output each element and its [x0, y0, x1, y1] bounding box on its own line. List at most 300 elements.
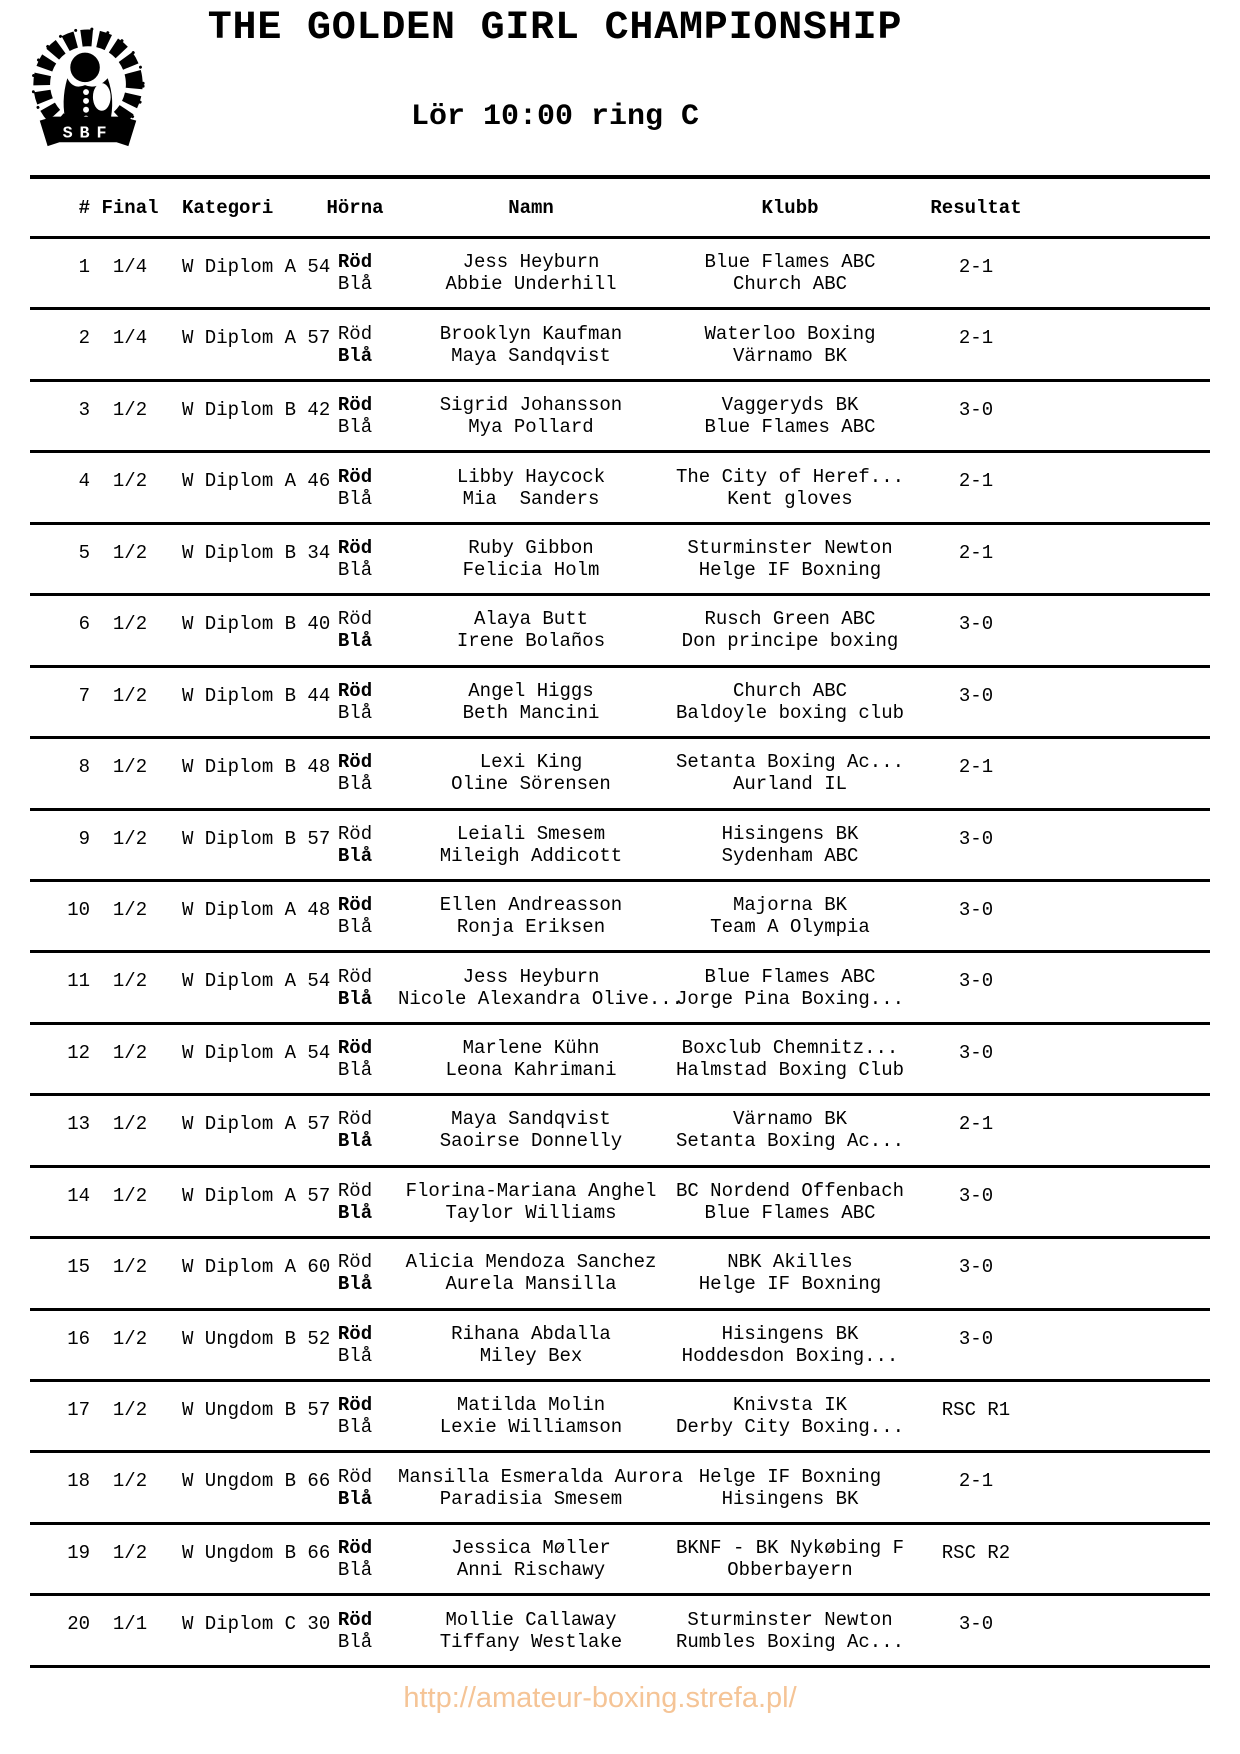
bout-names — [398, 453, 664, 521]
bout-corners — [312, 1525, 398, 1593]
red-boxer-name: Jessica Møller — [451, 1537, 611, 1560]
blue-boxer-club: Obberbayern — [727, 1559, 853, 1582]
bout-corners — [312, 739, 398, 807]
bout-clubs — [664, 1096, 916, 1164]
bout-number: 19 — [67, 1541, 90, 1564]
bout-number: 8 — [78, 756, 90, 779]
blue-boxer-club: Helge IF Boxning — [698, 1273, 882, 1296]
bout-category: W Diplom A 57 — [182, 1113, 331, 1136]
bout-category: W Diplom A 46 — [182, 470, 331, 493]
blue-boxer-club: Hoddesdon Boxing... — [681, 1344, 899, 1367]
bout-clubs — [664, 525, 916, 593]
blue-boxer-name: Aurela Mansilla — [445, 1273, 617, 1296]
blue-corner-label: Blå — [337, 273, 373, 296]
blue-corner-label: Blå — [337, 701, 373, 724]
red-corner-label: Röd — [337, 1394, 373, 1417]
bout-number: 16 — [67, 1327, 90, 1350]
col-header-klubb: Klubb — [761, 196, 819, 219]
bout-clubs — [664, 382, 916, 450]
bout-row — [30, 1239, 1210, 1310]
red-boxer-club: NBK Akilles — [727, 1251, 853, 1274]
blue-corner-label: Blå — [337, 1630, 373, 1653]
bout-final-stage: 1/2 — [112, 398, 148, 421]
bout-row — [30, 1596, 1210, 1667]
blue-corner-label: Blå — [337, 344, 373, 367]
row-filler — [1036, 1453, 1210, 1521]
red-boxer-club: Majorna BK — [732, 894, 848, 917]
bout-clubs — [664, 739, 916, 807]
bout-number: 9 — [78, 827, 90, 850]
blue-boxer-club: Värnamo BK — [732, 344, 848, 367]
bout-final-stage: 1/2 — [112, 1470, 148, 1493]
bout-category: W Diplom B 34 — [182, 541, 331, 564]
blue-boxer-name: Ronja Eriksen — [456, 916, 606, 939]
row-filler — [1036, 953, 1210, 1021]
col-header-num: # — [78, 196, 90, 219]
bout-corners — [312, 1096, 398, 1164]
red-corner-label: Röd — [337, 751, 373, 774]
bout-corners — [312, 1382, 398, 1450]
blue-boxer-club: Aurland IL — [732, 773, 848, 796]
blue-boxer-name: Mya Pollard — [468, 416, 594, 439]
bout-corners — [312, 1239, 398, 1307]
blue-boxer-name: Irene Bolaños — [456, 630, 606, 653]
bout-final-stage: 1/2 — [112, 898, 148, 921]
bout-clubs — [664, 1025, 916, 1093]
red-boxer-club: Sturminster Newton — [687, 536, 893, 559]
bout-row — [30, 1311, 1210, 1382]
bout-number: 12 — [67, 1041, 90, 1064]
bout-clubs — [664, 953, 916, 1021]
bout-corners — [312, 310, 398, 378]
bout-category: W Ungdom B 66 — [182, 1541, 331, 1564]
bout-corners — [312, 1168, 398, 1236]
blue-corner-label: Blå — [337, 1344, 373, 1367]
blue-boxer-name: Tiffany Westlake — [439, 1630, 623, 1653]
row-filler — [1036, 382, 1210, 450]
red-boxer-club: The City of Heref... — [675, 465, 905, 488]
bout-clubs — [664, 882, 916, 950]
row-filler — [1036, 739, 1210, 807]
red-boxer-club: Rusch Green ABC — [704, 608, 876, 631]
session-title: Lör 10:00 ring C — [410, 100, 700, 134]
blue-boxer-name: Paradisia Smesem — [439, 1487, 623, 1510]
bout-clubs — [664, 1596, 916, 1664]
bout-names — [398, 1239, 664, 1307]
bout-row — [30, 1096, 1210, 1167]
red-boxer-club: BKNF - BK Nykøbing F — [675, 1537, 905, 1560]
bout-number: 14 — [67, 1184, 90, 1207]
bout-names — [398, 739, 664, 807]
bout-row — [30, 310, 1210, 381]
blue-boxer-club: Don principe boxing — [681, 630, 899, 653]
footer-url-link[interactable]: http://amateur-boxing.strefa.pl/ — [403, 1682, 797, 1714]
bout-clubs — [664, 1525, 916, 1593]
bouts-table — [30, 175, 1210, 1668]
blue-boxer-club: Rumbles Boxing Ac... — [675, 1630, 905, 1653]
bout-result: 3-0 — [958, 827, 994, 850]
bout-corners — [312, 882, 398, 950]
col-header-kategori: Kategori — [182, 196, 274, 219]
row-filler — [1036, 1239, 1210, 1307]
table-header-row — [30, 179, 1210, 239]
bout-names — [398, 668, 664, 736]
blue-boxer-club: Church ABC — [732, 273, 848, 296]
bout-clubs — [664, 453, 916, 521]
bout-result: 3-0 — [958, 898, 994, 921]
bout-number: 15 — [67, 1256, 90, 1279]
red-boxer-name: Leiali Smesem — [456, 822, 606, 845]
col-header-horna: Hörna — [326, 196, 384, 219]
bout-names — [398, 310, 664, 378]
red-boxer-club: Blue Flames ABC — [704, 251, 876, 274]
bout-names — [398, 1096, 664, 1164]
bout-corners — [312, 1311, 398, 1379]
bout-names — [398, 1596, 664, 1664]
bout-final-stage: 1/2 — [112, 1399, 148, 1421]
bout-final-stage: 1/2 — [112, 1327, 148, 1350]
blue-boxer-name: Oline Sörensen — [451, 773, 611, 796]
red-corner-label: Röd — [337, 1537, 373, 1560]
bout-corners — [312, 525, 398, 593]
bout-final-stage: 1/2 — [112, 1256, 148, 1279]
bout-names — [398, 811, 664, 879]
row-filler — [1036, 1525, 1210, 1593]
bout-names — [398, 1025, 664, 1093]
blue-boxer-name: Mia Sanders — [462, 487, 600, 510]
red-corner-label: Röd — [337, 822, 373, 845]
red-corner-label: Röd — [337, 322, 373, 345]
bout-category: W Diplom B 48 — [182, 756, 331, 779]
row-filler — [1036, 239, 1210, 307]
blue-corner-label: Blå — [337, 773, 373, 796]
bout-row — [30, 1025, 1210, 1096]
bout-row — [30, 239, 1210, 310]
red-boxer-club: Hisingens BK — [721, 1322, 859, 1345]
bout-row — [30, 1382, 1210, 1453]
bout-result: RSC R1 — [941, 1399, 1011, 1421]
blue-boxer-club: Kent gloves — [727, 487, 853, 510]
red-boxer-club: Helge IF Boxning — [698, 1465, 882, 1488]
red-boxer-name: Matilda Molin — [456, 1394, 606, 1417]
blue-boxer-club: Helge IF Boxning — [698, 558, 882, 581]
red-corner-label: Röd — [337, 1108, 373, 1131]
bout-names — [398, 382, 664, 450]
bout-corners — [312, 1596, 398, 1664]
footer — [0, 1682, 1200, 1715]
red-boxer-name: Ellen Andreasson — [439, 894, 623, 917]
blue-corner-label: Blå — [337, 1273, 373, 1296]
bout-row — [30, 811, 1210, 882]
bout-category: W Diplom A 48 — [182, 898, 331, 921]
bout-names — [398, 1525, 664, 1593]
row-filler — [1036, 1382, 1210, 1450]
blue-boxer-club: Team A Olympia — [710, 916, 870, 939]
blue-boxer-name: Abbie Underhill — [445, 273, 617, 296]
red-boxer-name: Alaya Butt — [473, 608, 589, 631]
bout-category: W Diplom A 57 — [182, 327, 331, 350]
red-boxer-name: Mollie Callaway — [445, 1608, 617, 1631]
page-title: THE GOLDEN GIRL CHAMPIONSHIP — [207, 6, 903, 51]
bout-clubs — [664, 239, 916, 307]
red-boxer-name: Jess Heyburn — [462, 965, 600, 988]
bout-final-stage: 1/2 — [112, 756, 148, 779]
bouts-table-body — [30, 239, 1210, 1668]
row-filler — [1036, 1025, 1210, 1093]
blue-boxer-name: Nicole Alexandra Olive... — [398, 987, 684, 1010]
red-corner-label: Röd — [337, 536, 373, 559]
bout-row — [30, 882, 1210, 953]
red-boxer-name: Rihana Abdalla — [451, 1322, 611, 1345]
blue-boxer-club: Baldoyle boxing club — [675, 701, 905, 724]
bout-clubs — [664, 668, 916, 736]
red-boxer-name: Lexi King — [479, 751, 583, 774]
bout-number: 1 — [78, 256, 90, 278]
bout-category: W Diplom B 44 — [182, 684, 331, 707]
blue-corner-label: Blå — [337, 487, 373, 510]
red-boxer-club: BC Nordend Offenbach — [675, 1179, 905, 1202]
red-corner-label: Röd — [337, 608, 373, 631]
bout-clubs — [664, 1239, 916, 1307]
bout-number: 10 — [67, 898, 90, 921]
bout-names — [398, 239, 664, 307]
bout-number: 20 — [67, 1613, 90, 1636]
bout-final-stage: 1/2 — [112, 1541, 148, 1564]
blue-boxer-name: Anni Rischawy — [456, 1559, 606, 1582]
bout-corners — [312, 453, 398, 521]
row-filler — [1036, 811, 1210, 879]
bout-final-stage: 1/2 — [112, 470, 148, 493]
bout-clubs — [664, 596, 916, 664]
bout-result: 3-0 — [958, 613, 994, 636]
bout-clubs — [664, 1311, 916, 1379]
bout-names — [398, 1311, 664, 1379]
bout-category: W Diplom A 60 — [182, 1256, 331, 1279]
bout-row — [30, 453, 1210, 524]
blue-corner-label: Blå — [337, 916, 373, 939]
bout-number: 2 — [78, 327, 90, 350]
bout-category: W Diplom A 54 — [182, 1041, 331, 1064]
blue-corner-label: Blå — [337, 1059, 373, 1082]
red-boxer-name: Sigrid Johansson — [439, 394, 623, 417]
bout-corners — [312, 239, 398, 307]
blue-boxer-name: Felicia Holm — [462, 558, 600, 581]
red-corner-label: Röd — [337, 1037, 373, 1060]
bout-corners — [312, 1025, 398, 1093]
bout-names — [398, 1453, 684, 1521]
bout-names — [398, 1382, 664, 1450]
red-boxer-club: Värnamo BK — [732, 1108, 848, 1131]
red-boxer-name: Mansilla Esmeralda Aurora — [398, 1465, 684, 1488]
bout-final-stage: 1/4 — [112, 327, 148, 350]
blue-corner-label: Blå — [337, 1416, 373, 1439]
bout-category: W Diplom A 57 — [182, 1184, 331, 1207]
bout-clubs — [664, 1453, 916, 1521]
bout-row — [30, 525, 1210, 596]
bout-category: W Diplom B 40 — [182, 613, 331, 636]
red-boxer-club: Boxclub Chemnitz... — [681, 1037, 899, 1060]
bout-final-stage: 1/2 — [112, 970, 148, 993]
red-boxer-name: Ruby Gibbon — [468, 536, 594, 559]
blue-boxer-club: Derby City Boxing... — [675, 1416, 905, 1439]
bout-row — [30, 382, 1210, 453]
bout-final-stage: 1/2 — [112, 827, 148, 850]
bout-row — [30, 1525, 1210, 1596]
bout-final-stage: 1/2 — [112, 684, 148, 707]
bout-result: 2-1 — [958, 541, 994, 564]
bout-number: 7 — [78, 684, 90, 707]
bout-result: 3-0 — [958, 1613, 994, 1636]
blue-corner-label: Blå — [337, 416, 373, 439]
bout-result: 2-1 — [958, 256, 994, 278]
row-filler — [1036, 453, 1210, 521]
red-corner-label: Röd — [337, 1465, 373, 1488]
bout-result: 3-0 — [958, 1256, 994, 1279]
bout-result: 3-0 — [958, 684, 994, 707]
red-corner-label: Röd — [337, 251, 373, 274]
blue-corner-label: Blå — [337, 1130, 373, 1153]
red-boxer-name: Brooklyn Kaufman — [439, 322, 623, 345]
blue-corner-label: Blå — [337, 1487, 373, 1510]
bout-corners — [312, 668, 398, 736]
bout-clubs — [664, 1168, 916, 1236]
red-corner-label: Röd — [337, 894, 373, 917]
blue-corner-label: Blå — [337, 558, 373, 581]
bout-corners — [312, 596, 398, 664]
bout-corners — [312, 811, 398, 879]
red-boxer-club: Knivsta IK — [732, 1394, 848, 1417]
red-boxer-name: Jess Heyburn — [462, 251, 600, 274]
bout-final-stage: 1/2 — [112, 613, 148, 636]
bout-category: W Diplom B 57 — [182, 827, 331, 850]
bout-clubs — [664, 811, 916, 879]
blue-boxer-name: Maya Sandqvist — [451, 344, 611, 367]
blue-corner-label: Blå — [337, 630, 373, 653]
red-corner-label: Röd — [337, 1322, 373, 1345]
col-header-filler — [1036, 179, 1210, 236]
red-corner-label: Röd — [337, 1251, 373, 1274]
row-filler — [1036, 882, 1210, 950]
bout-names — [398, 953, 684, 1021]
bout-names — [398, 882, 664, 950]
bout-number: 5 — [78, 541, 90, 564]
bout-corners — [312, 953, 398, 1021]
bout-final-stage: 1/2 — [112, 1113, 148, 1136]
bout-row — [30, 739, 1210, 810]
bout-number: 17 — [67, 1399, 90, 1421]
bout-number: 3 — [78, 398, 90, 421]
red-corner-label: Röd — [337, 1608, 373, 1631]
bout-final-stage: 1/2 — [112, 541, 148, 564]
bout-names — [398, 596, 664, 664]
bout-number: 11 — [67, 970, 90, 993]
bout-final-stage: 1/1 — [112, 1613, 148, 1636]
row-filler — [1036, 310, 1210, 378]
red-boxer-name: Florina-Mariana Anghel — [405, 1179, 657, 1202]
bout-result: 3-0 — [958, 970, 994, 993]
blue-boxer-name: Mileigh Addicott — [439, 844, 623, 867]
blue-boxer-club: Blue Flames ABC — [704, 1201, 876, 1224]
red-boxer-name: Marlene Kühn — [462, 1037, 600, 1060]
bout-clubs — [664, 1382, 916, 1450]
red-corner-label: Röd — [337, 965, 373, 988]
bout-row — [30, 596, 1210, 667]
bout-result: 3-0 — [958, 1041, 994, 1064]
red-boxer-club: Hisingens BK — [721, 822, 859, 845]
bout-final-stage: 1/2 — [112, 1184, 148, 1207]
bout-result: RSC R2 — [941, 1541, 1011, 1564]
bout-result: 3-0 — [958, 1327, 994, 1350]
red-corner-label: Röd — [337, 465, 373, 488]
blue-boxer-name: Beth Mancini — [462, 701, 600, 724]
row-filler — [1036, 1596, 1210, 1664]
red-boxer-name: Maya Sandqvist — [451, 1108, 611, 1131]
blue-boxer-club: Blue Flames ABC — [704, 416, 876, 439]
row-filler — [1036, 668, 1210, 736]
bout-clubs — [664, 310, 916, 378]
bout-corners — [312, 1453, 398, 1521]
bout-result: 2-1 — [958, 327, 994, 350]
red-boxer-name: Angel Higgs — [468, 679, 594, 702]
bout-result: 2-1 — [958, 1470, 994, 1493]
bout-result: 3-0 — [958, 398, 994, 421]
col-header-namn: Namn — [508, 196, 554, 219]
blue-boxer-club: Hisingens BK — [721, 1487, 859, 1510]
bout-category: W Diplom A 54 — [182, 256, 331, 278]
bout-category: W Ungdom B 57 — [182, 1399, 331, 1421]
row-filler — [1036, 525, 1210, 593]
bout-number: 4 — [78, 470, 90, 493]
col-header-resultat: Resultat — [930, 196, 1022, 219]
bout-final-stage: 1/4 — [112, 256, 148, 278]
blue-boxer-name: Leona Kahrimani — [445, 1059, 617, 1082]
bout-row — [30, 668, 1210, 739]
red-boxer-name: Libby Haycock — [456, 465, 606, 488]
bout-result: 2-1 — [958, 756, 994, 779]
blue-boxer-name: Saoirse Donnelly — [439, 1130, 623, 1153]
row-filler — [1036, 1311, 1210, 1379]
row-filler — [1036, 1168, 1210, 1236]
red-boxer-club: Vaggeryds BK — [721, 394, 859, 417]
red-corner-label: Röd — [337, 679, 373, 702]
blue-boxer-club: Halmstad Boxing Club — [675, 1059, 905, 1082]
bout-result: 2-1 — [958, 470, 994, 493]
col-header-final: Final — [101, 196, 159, 219]
blue-corner-label: Blå — [337, 987, 373, 1010]
bout-names — [398, 1168, 664, 1236]
red-boxer-club: Blue Flames ABC — [704, 965, 876, 988]
blue-corner-label: Blå — [337, 1201, 373, 1224]
blue-corner-label: Blå — [337, 1559, 373, 1582]
bout-row — [30, 1453, 1210, 1524]
bout-category: W Ungdom B 66 — [182, 1470, 331, 1493]
bout-number: 6 — [78, 613, 90, 636]
bout-row — [30, 1168, 1210, 1239]
bout-names — [398, 525, 664, 593]
red-boxer-club: Sturminster Newton — [687, 1608, 893, 1631]
red-boxer-club: Waterloo Boxing — [704, 322, 876, 345]
bout-number: 13 — [67, 1113, 90, 1136]
red-boxer-club: Church ABC — [732, 679, 848, 702]
blue-boxer-name: Taylor Williams — [445, 1201, 617, 1224]
bout-result: 2-1 — [958, 1113, 994, 1136]
bout-final-stage: 1/2 — [112, 1041, 148, 1064]
blue-boxer-club: Setanta Boxing Ac... — [675, 1130, 905, 1153]
sbf-banner-text: SBF — [62, 124, 114, 144]
blue-boxer-club: Jorge Pina Boxing... — [675, 987, 905, 1010]
bout-category: W Diplom C 30 — [182, 1613, 331, 1636]
red-corner-label: Röd — [337, 394, 373, 417]
